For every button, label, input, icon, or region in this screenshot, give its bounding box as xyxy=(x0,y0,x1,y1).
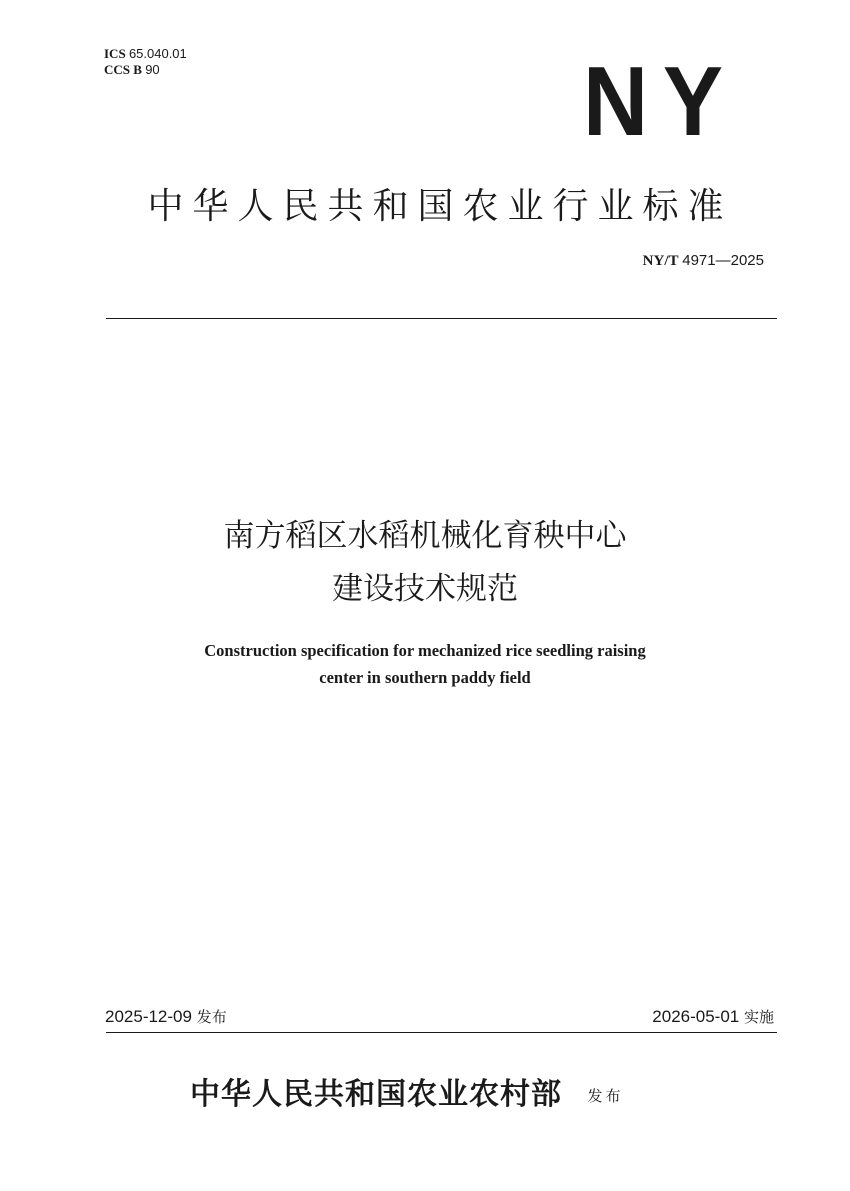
standard-number xyxy=(643,252,764,270)
ics-code: 65.040.01 xyxy=(128,46,187,61)
title-cn-line1: 南方稻区水稻机械化育秧中心 xyxy=(223,518,627,554)
standard-prefix: NY/T xyxy=(642,253,679,269)
publisher-label: 发布 xyxy=(587,1087,624,1105)
implementation-date-value: 2026-05-01 xyxy=(652,1007,740,1026)
ccs-code: 90 xyxy=(145,62,160,77)
ics-line xyxy=(104,46,187,62)
title-cn-line2: 建设技术规范 xyxy=(332,571,518,607)
release-date xyxy=(105,1006,227,1027)
release-date-value: 2025-12-09 xyxy=(105,1007,192,1026)
publisher xyxy=(190,1069,623,1113)
ccs-line xyxy=(104,62,187,78)
implementation-date xyxy=(652,1006,774,1027)
title-en-line1: Construction specification for mechanized rice seedling raising xyxy=(204,641,646,660)
standard-category-title: 中华人民共和国农业行业标准 xyxy=(147,186,733,227)
top-divider xyxy=(106,318,777,319)
implementation-label: 实施 xyxy=(743,1008,774,1026)
ics-label: ICS xyxy=(104,46,126,61)
publisher-name: 中华人民共和国农业农村部 xyxy=(190,1077,562,1112)
title-en-line2: center in southern paddy field xyxy=(319,668,531,687)
ccs-label: CCS B xyxy=(104,62,142,77)
release-label: 发布 xyxy=(196,1008,227,1026)
standard-number-value: 4971—2025 xyxy=(682,252,764,269)
classification-codes xyxy=(104,46,187,78)
ny-logo: NY xyxy=(583,46,738,156)
bottom-divider xyxy=(106,1032,777,1033)
